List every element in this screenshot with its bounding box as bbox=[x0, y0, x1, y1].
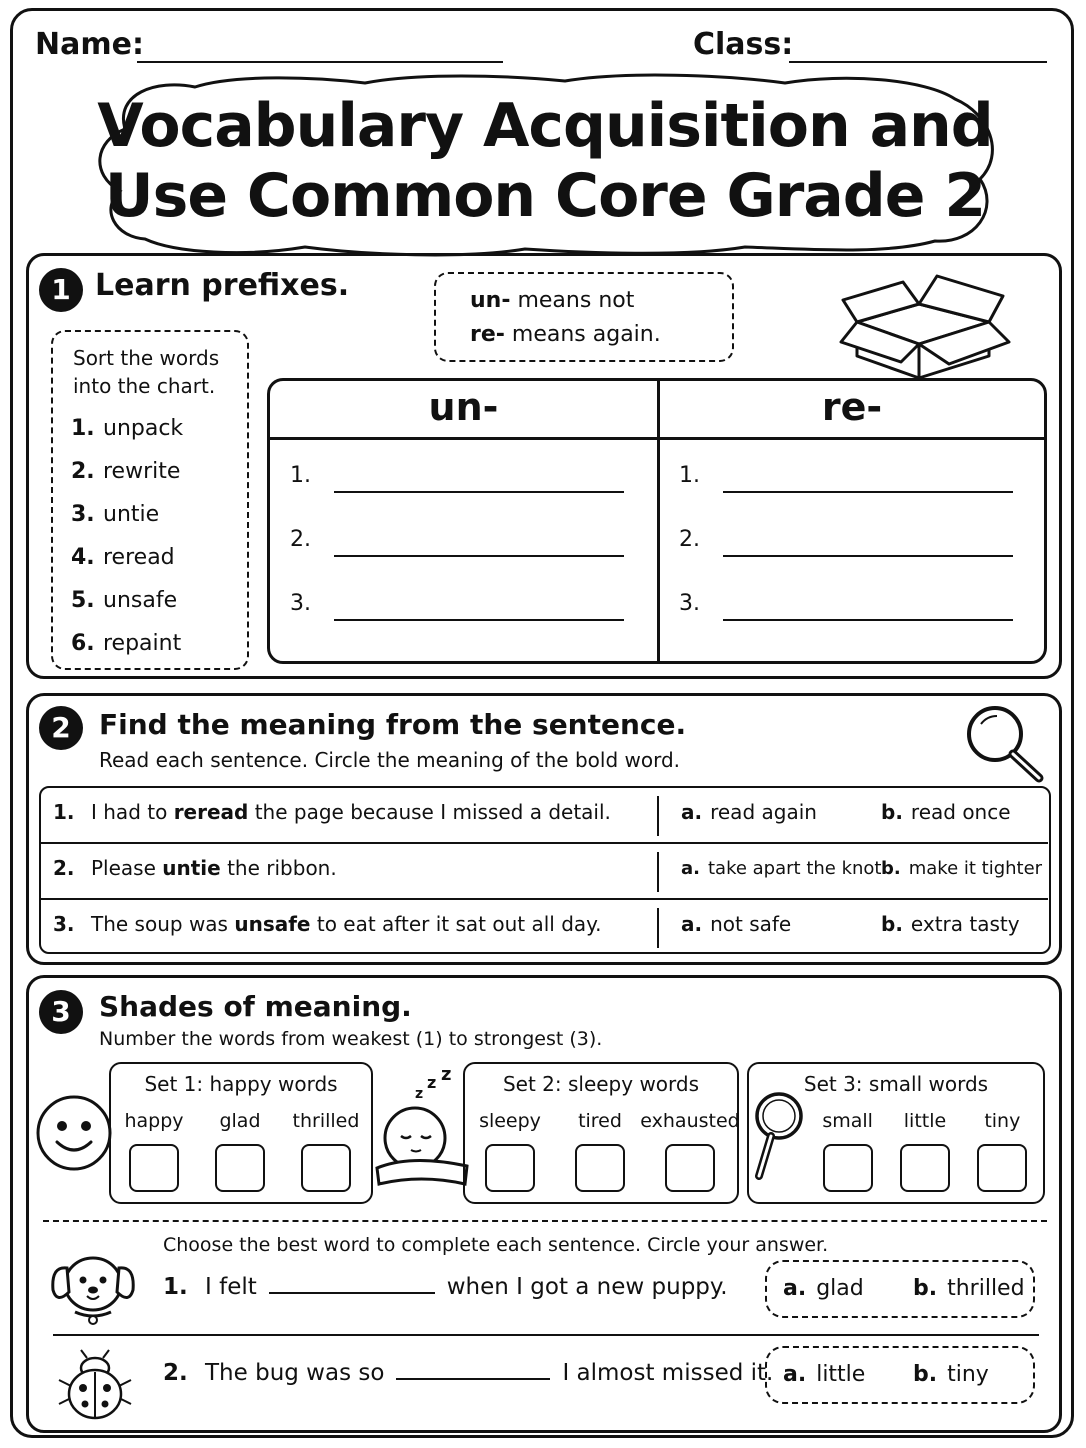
choose-instruction: Choose the best word to complete each sentence. Circle your answer. bbox=[163, 1234, 829, 1256]
section-3-divider bbox=[43, 1220, 1047, 1222]
choice-a[interactable]: a. glad bbox=[783, 1276, 864, 1301]
section-2-instruction: Read each sentence. Circle the meaning of the bold word. bbox=[99, 748, 681, 772]
choice-a[interactable]: a. little bbox=[783, 1362, 866, 1387]
choice-a[interactable]: a. not safe bbox=[681, 912, 792, 936]
set-title: Set 2: sleepy words bbox=[502, 1072, 700, 1096]
sort-words-box bbox=[51, 330, 249, 670]
word-list-item bbox=[71, 502, 159, 527]
meaning-row bbox=[41, 844, 1048, 898]
un-answer-line[interactable] bbox=[334, 555, 624, 557]
set-word: tiny bbox=[984, 1110, 1021, 1132]
section-1 bbox=[26, 253, 1062, 679]
answer-choices bbox=[765, 1346, 1035, 1404]
choice-divider bbox=[657, 796, 659, 836]
word-number: 1. bbox=[71, 416, 95, 441]
word-list-item bbox=[71, 588, 177, 613]
choice-b[interactable]: b. tiny bbox=[913, 1362, 989, 1387]
title-line-2: Use Common Core Grade 2 bbox=[104, 161, 986, 231]
bold-word: reread bbox=[173, 800, 249, 824]
section-3 bbox=[26, 975, 1062, 1433]
sentence-text: I almost missed it. bbox=[562, 1360, 774, 1386]
set-title: Set 3: small words bbox=[803, 1072, 989, 1096]
choice-divider bbox=[657, 908, 659, 948]
word-text: untie bbox=[103, 502, 160, 527]
prefix-info-box bbox=[434, 272, 734, 362]
smiley-face-icon bbox=[33, 1092, 115, 1174]
rank-box[interactable] bbox=[823, 1144, 873, 1192]
rank-box[interactable] bbox=[900, 1144, 950, 1192]
word-number: 5. bbox=[71, 588, 95, 613]
un-row-number: 2. bbox=[290, 527, 311, 552]
set-word: happy bbox=[124, 1110, 184, 1132]
word-text: unpack bbox=[103, 416, 184, 441]
choice-b[interactable]: b. make it tighter bbox=[881, 858, 1043, 879]
rank-box[interactable] bbox=[301, 1144, 351, 1192]
set-word: exhausted bbox=[640, 1110, 740, 1132]
sentence-number: 1. bbox=[53, 800, 75, 824]
set-word: glad bbox=[219, 1110, 261, 1132]
word-number: 3. bbox=[71, 502, 95, 527]
re-row-number: 2. bbox=[679, 527, 700, 552]
section-3-instruction: Number the words from weakest (1) to strongest (3). bbox=[99, 1028, 603, 1050]
meaning-sentence bbox=[53, 800, 611, 824]
rank-box[interactable] bbox=[977, 1144, 1027, 1192]
puppy-icon bbox=[47, 1246, 139, 1330]
choice-b[interactable]: b. thrilled bbox=[913, 1276, 1025, 1301]
word-list-item bbox=[71, 459, 180, 484]
choice-b[interactable]: b. extra tasty bbox=[881, 912, 1020, 936]
re-row-number: 1. bbox=[679, 463, 700, 488]
section-3-heading: Shades of meaning. bbox=[99, 990, 412, 1023]
ladybug-icon bbox=[55, 1348, 135, 1424]
rank-box[interactable] bbox=[575, 1144, 625, 1192]
section-2-number: 2 bbox=[39, 706, 83, 750]
sentence-number: 2. bbox=[163, 1360, 188, 1386]
class-field[interactable] bbox=[789, 61, 1047, 63]
un-answer-line[interactable] bbox=[334, 491, 624, 493]
sentence-text: the page because I missed a detail. bbox=[248, 800, 611, 824]
word-text: reread bbox=[103, 545, 175, 570]
word-set-3 bbox=[747, 1062, 1045, 1204]
word-text: unsafe bbox=[103, 588, 178, 613]
un-row-number: 3. bbox=[290, 591, 311, 616]
answer-choices bbox=[765, 1260, 1035, 1318]
svg-text:z: z bbox=[415, 1086, 424, 1102]
word-list-item bbox=[71, 416, 183, 441]
open-box-icon bbox=[837, 270, 1015, 380]
word-text: rewrite bbox=[103, 459, 181, 484]
choice-divider bbox=[657, 852, 659, 892]
re-answer-line[interactable] bbox=[723, 491, 1013, 493]
worksheet-page bbox=[10, 8, 1074, 1438]
un-row-number: 1. bbox=[290, 463, 311, 488]
fill-sentence bbox=[163, 1360, 773, 1386]
answer-blank[interactable] bbox=[269, 1274, 435, 1294]
magnifying-glass-icon bbox=[961, 702, 1051, 784]
word-list-item bbox=[71, 631, 181, 656]
word-number: 6. bbox=[71, 631, 95, 656]
sentence-text: I felt bbox=[205, 1274, 257, 1300]
word-list-item bbox=[71, 545, 175, 570]
svg-text:z: z bbox=[441, 1066, 452, 1085]
set-word: sleepy bbox=[479, 1110, 541, 1132]
word-set-1 bbox=[109, 1062, 373, 1204]
bold-word: unsafe bbox=[234, 912, 311, 936]
set-word: small bbox=[822, 1110, 873, 1132]
svg-text:z: z bbox=[427, 1073, 437, 1092]
section-2-heading: Find the meaning from the sentence. bbox=[99, 708, 687, 741]
prefix-un-info: un- means not bbox=[470, 288, 635, 313]
rank-box[interactable] bbox=[215, 1144, 265, 1192]
sentence-text: to eat after it sat out all day. bbox=[310, 912, 602, 936]
title-line-1: Vocabulary Acquisition and bbox=[97, 91, 993, 161]
word-number: 2. bbox=[71, 459, 95, 484]
chart-header-line bbox=[270, 437, 1044, 440]
name-field[interactable] bbox=[137, 61, 503, 63]
re-row-number: 3. bbox=[679, 591, 700, 616]
prefix-chart bbox=[267, 378, 1047, 664]
meaning-table bbox=[39, 786, 1051, 954]
set-word: tired bbox=[578, 1110, 622, 1132]
sentence-text: the ribbon. bbox=[220, 856, 337, 880]
rank-box[interactable] bbox=[129, 1144, 179, 1192]
chart-header-re: re- bbox=[821, 385, 883, 429]
un-answer-line[interactable] bbox=[334, 619, 624, 621]
section-3-number: 3 bbox=[39, 990, 83, 1034]
rank-box[interactable] bbox=[485, 1144, 535, 1192]
fill-sentence bbox=[163, 1274, 728, 1300]
word-set-2 bbox=[463, 1062, 739, 1204]
answer-blank[interactable] bbox=[396, 1360, 550, 1380]
class-label: Class: bbox=[693, 27, 794, 62]
meaning-sentence bbox=[53, 912, 602, 936]
sentence-number: 1. bbox=[163, 1274, 188, 1300]
sentence-text: I had to bbox=[91, 800, 174, 824]
set-word: thrilled bbox=[292, 1110, 360, 1132]
sort-instruction: Sort the words into the chart. bbox=[73, 346, 220, 398]
set-word: little bbox=[903, 1110, 947, 1132]
sentence-number: 2. bbox=[53, 856, 75, 880]
sentence-text: The bug was so bbox=[205, 1360, 385, 1386]
name-label: Name: bbox=[35, 27, 144, 62]
meaning-row bbox=[41, 900, 1048, 954]
chart-header-un: un- bbox=[428, 385, 499, 429]
sentence-divider bbox=[53, 1334, 1039, 1336]
sentence-text: Please bbox=[91, 856, 163, 880]
bold-word: untie bbox=[162, 856, 221, 880]
set-title: Set 1: happy words bbox=[144, 1072, 338, 1096]
re-answer-line[interactable] bbox=[723, 619, 1013, 621]
section-1-number: 1 bbox=[39, 268, 83, 312]
section-2 bbox=[26, 693, 1062, 965]
choice-b[interactable]: b. read once bbox=[881, 800, 1011, 824]
re-answer-line[interactable] bbox=[723, 555, 1013, 557]
choice-a[interactable]: a. read again bbox=[681, 800, 817, 824]
choice-a[interactable]: a. take apart the knot bbox=[681, 858, 882, 879]
sentence-text: The soup was bbox=[91, 912, 235, 936]
meaning-sentence bbox=[53, 856, 337, 880]
prefix-re-info: re- means again. bbox=[470, 322, 661, 347]
sentence-text: when I got a new puppy. bbox=[446, 1274, 728, 1300]
section-1-heading: Learn prefixes. bbox=[95, 268, 350, 303]
meaning-row bbox=[41, 788, 1048, 842]
word-number: 4. bbox=[71, 545, 95, 570]
sentence-number: 3. bbox=[53, 912, 75, 936]
word-text: repaint bbox=[103, 631, 182, 656]
rank-box[interactable] bbox=[665, 1144, 715, 1192]
